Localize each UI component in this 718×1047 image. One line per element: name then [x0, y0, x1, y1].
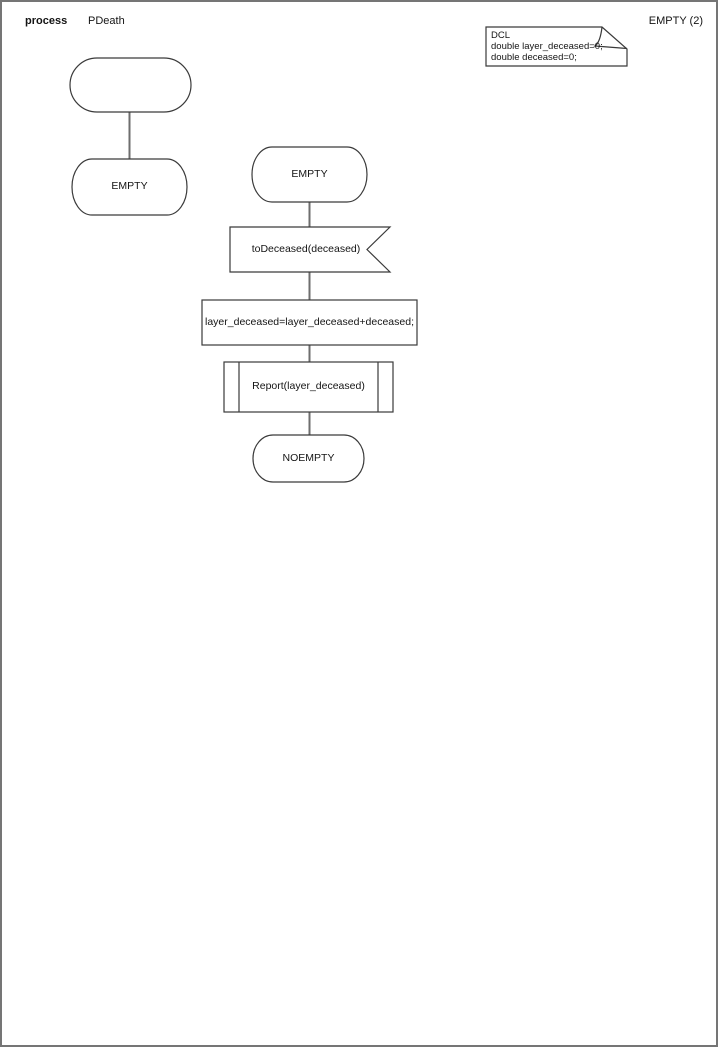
page-label: EMPTY (2) [648, 15, 703, 27]
task-label: layer_deceased=layer_deceased+deceased; [205, 315, 414, 328]
declaration-text [491, 30, 603, 63]
input-symbol-todeceased[interactable] [230, 227, 390, 272]
procedure-call-symbol[interactable] [224, 362, 393, 412]
sdl-diagram-canvas [2, 2, 716, 1045]
process-name: PDeath [88, 15, 125, 27]
task-symbol[interactable] [202, 300, 417, 345]
state-empty-label: EMPTY [291, 167, 328, 180]
state-symbol-empty[interactable] [252, 147, 367, 202]
declaration-line: DCL [491, 30, 511, 41]
input-todeceased-label: toDeceased(deceased) [251, 242, 361, 255]
procedure-call-label: Report(layer_deceased) [252, 380, 365, 393]
state-symbol-noempty[interactable] [253, 435, 364, 482]
state-empty-initial-label: EMPTY [111, 180, 148, 193]
diagram-kind-label: process [25, 15, 68, 27]
start-symbol[interactable] [70, 58, 191, 112]
declaration-line: double deceased=0; [491, 52, 577, 63]
declaration-line: double layer_deceased=0; [491, 41, 603, 52]
state-symbol-empty-initial[interactable] [72, 159, 187, 215]
state-noempty-label: NOEMPTY [282, 451, 335, 464]
